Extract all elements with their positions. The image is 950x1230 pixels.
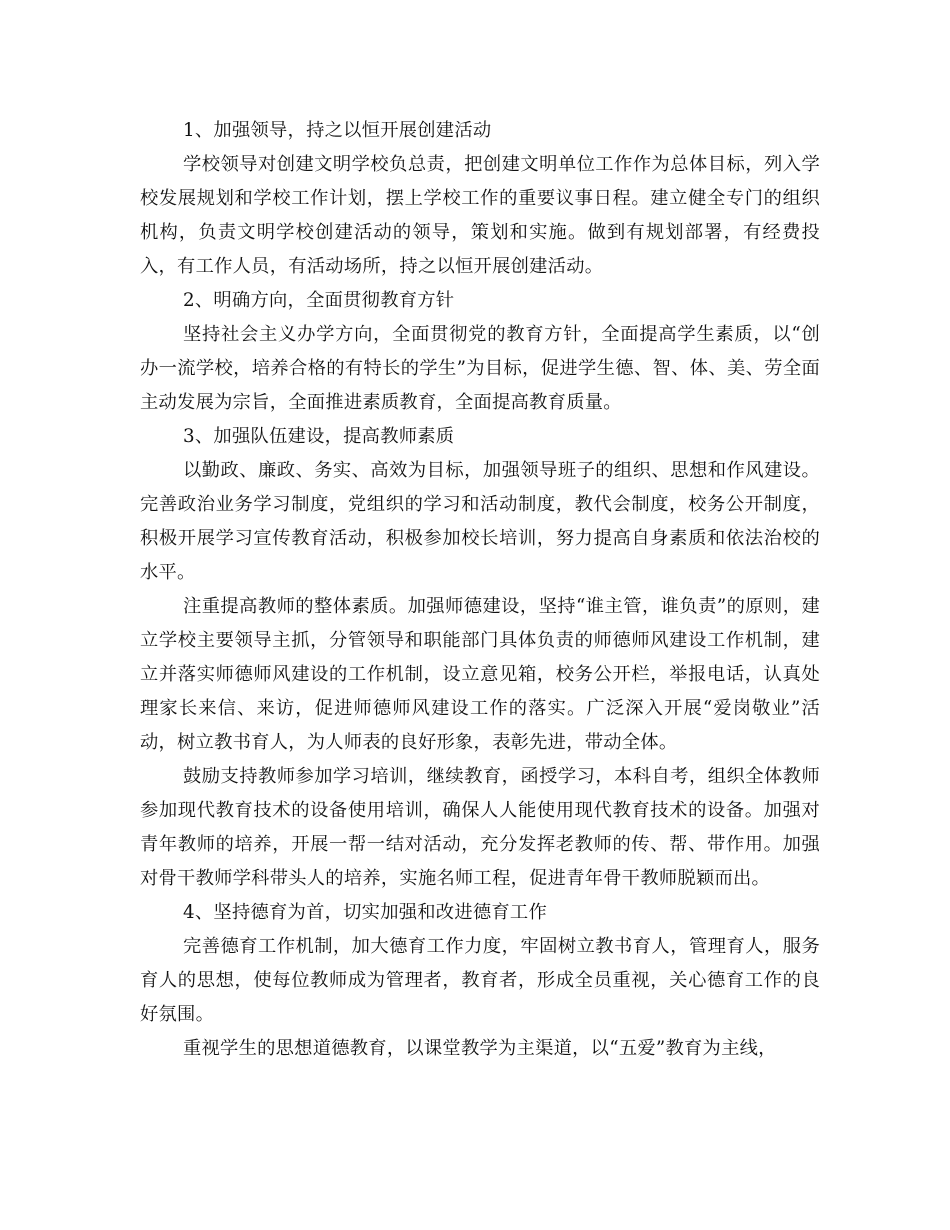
section-heading-4: 4、坚持德育为首，切实加强和改进德育工作 [183, 902, 547, 923]
paragraph: 完善德育工作机制，加大德育工作力度，牢固树立教书育人，管理育人，服务育人的思想，使每位教师成为管理者，教育者，形成全员重视，关心德育工作的良好氛围。 [140, 936, 820, 1025]
paragraph: 学校领导对创建文明学校负总责，把创建文明单位工作作为总体目标，列入学校发展规划和学校工作计划，摆上学校工作的重要议事日程。建立健全专门的组织机构，负责文明学校创建活动的领导，策划和实施。做到有规划部署，有经费投入，有工作人员，有活动场所，持之以恒开展创建活动。 [140, 154, 820, 277]
paragraph: 鼓励支持教师参加学习培训，继续教育，函授学习，本科自考，组织全体教师参加现代教育技术的设备使用培训，确保人人能使用现代教育技术的设备。加强对青年教师的培养，开展一帮一结对活动，充分发挥老教师的传、帮、带作用。加强对骨干教师学科带头人的培养，实施名师工程，促进青年骨干教师脱颖而出。 [140, 766, 820, 889]
paragraph: 注重提高教师的整体素质。加强师德建设，坚持“谁主管，谁负责”的原则，建立学校主要领导主抓，分管领导和职能部门具体负责的师德师风建设工作机制，建立并落实师德师风建设的工作机制，设立意见箱，校务公开栏，举报电话，认真处理家长来信、来访，促进师德师风建设工作的落实。广泛深入开展“爱岗敬业”活动，树立教书育人，为人师表的良好形象，表彰先进，带动全体。 [140, 596, 820, 753]
section-heading-2: 2、明确方向，全面贯彻教育方针 [183, 290, 455, 311]
paragraph: 坚持社会主义办学方向，全面贯彻党的教育方针，全面提高学生素质，以“创办一流学校，培养合格的有特长的学生”为目标，促进学生德、智、体、美、劳全面主动发展为宗旨，全面推进素质教育，全面提高教育质量。 [140, 324, 820, 413]
paragraph: 以勤政、廉政、务实、高效为目标，加强领导班子的组织、思想和作风建设。完善政治业务学习制度，党组织的学习和活动制度，教代会制度，校务公开制度，积极开展学习宣传教育活动，积极参加校长培训，努力提高自身素质和依法治校的水平。 [140, 460, 820, 583]
paragraph: 重视学生的思想道德教育，以课堂教学为主渠道，以“五爱”教育为主线， [183, 1038, 777, 1059]
section-heading-1: 1、加强领导，持之以恒开展创建活动 [183, 120, 492, 141]
section-heading-3: 3、加强队伍建设，提高教师素质 [183, 426, 455, 447]
document-body [140, 114, 820, 1066]
